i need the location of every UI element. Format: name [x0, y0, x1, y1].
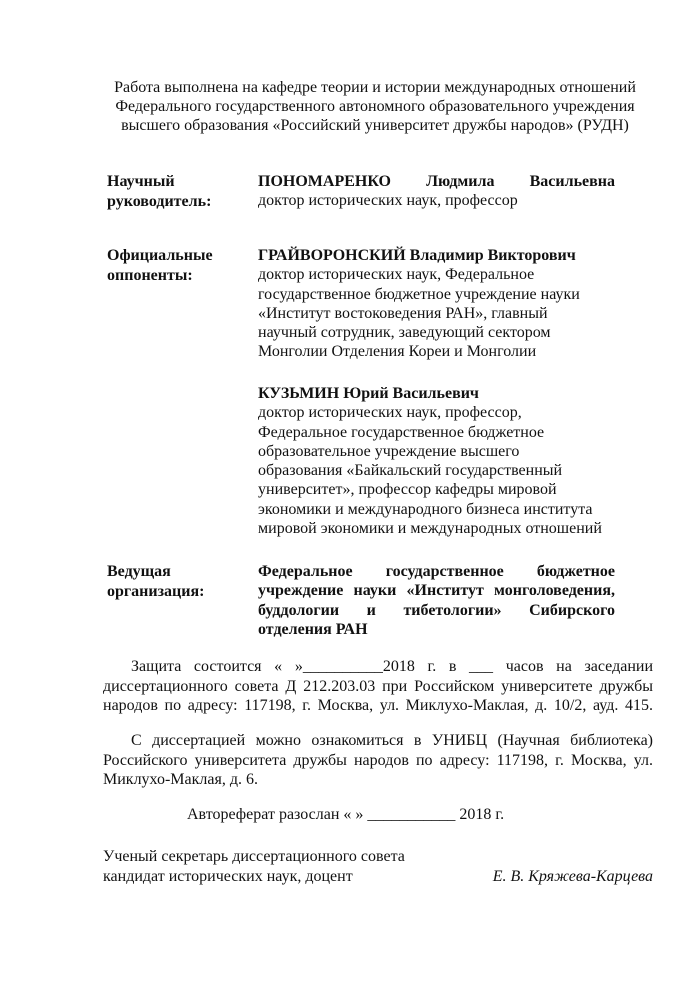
leading-org-line: учреждение науки «Институт монголоведения,	[258, 582, 615, 600]
secretary-block	[103, 847, 653, 886]
opponent-second	[258, 384, 615, 538]
opponent-name: ГРАЙВОРОНСКИЙ Владимир Викторович	[258, 247, 576, 264]
opponent-detail: «Институт востоковедения РАН», главный	[258, 304, 548, 322]
defense-paragraph	[103, 657, 653, 716]
label-line: организация:	[107, 583, 205, 600]
opponent-detail: государственное бюджетное учреждение науки	[258, 285, 580, 303]
opponent-detail: Федеральное государственное бюджетное	[258, 423, 545, 441]
defense-line: народов по адресу: 117198, г. Москва, ул. Миклухо-Маклая, д. 10/2, ауд. 415.	[103, 697, 653, 714]
label-line: Ведущая	[107, 563, 171, 580]
leading-org-name	[258, 562, 615, 639]
defense-line: диссертационного совета Д 212.203.03 при Российском университете дружбы	[103, 677, 653, 695]
opponent-detail: доктор исторических наук, профессор,	[258, 404, 522, 422]
secretary-name: Е. В. Кряжева-Карцева	[492, 867, 653, 885]
supervisor-info	[258, 172, 615, 211]
leading-org-line: буддологии и тибетологии» Сибирского	[258, 601, 615, 619]
secretary-title: Ученый секретарь диссертационного совета	[103, 848, 405, 865]
opponent-detail: университет», профессор кафедры мировой	[258, 481, 557, 499]
opponent-detail: экономики и международного бизнеса института	[258, 500, 593, 518]
opponent-detail: Монголии Отделения Кореи и Монголии	[258, 343, 537, 361]
opponent-detail: доктор исторических наук, Федеральное	[258, 266, 535, 284]
label-line: Научный	[107, 173, 175, 190]
library-line: С диссертацией можно ознакомиться в УНИБЦ (Научная библиотека)	[131, 732, 653, 749]
leading-org-line: отделения РАН	[258, 620, 368, 638]
library-line: Миклухо-Маклая, д. 6.	[103, 771, 258, 788]
label-line: оппоненты:	[107, 267, 193, 284]
opponent-detail: мировой экономики и международных отношений	[258, 520, 602, 538]
intro-block	[90, 78, 660, 135]
secretary-degree: кандидат исторических наук, доцент	[103, 867, 353, 885]
leading-org-label	[107, 562, 247, 602]
supervisor-label	[107, 172, 247, 212]
intro-line: Федерального государственного автономного образовательного учреждения	[115, 98, 635, 115]
defense-line: Защита состоится « »__________2018 г. в ___ часов на заседании	[131, 658, 653, 675]
intro-line: высшего образования «Российский университет дружбы народов» (РУДН)	[121, 117, 629, 134]
opponents-label	[107, 246, 247, 286]
opponent-detail: научный сотрудник, заведующий сектором	[258, 324, 551, 342]
label-line: руководитель:	[107, 193, 212, 210]
label-line: Официальные	[107, 247, 213, 264]
library-line: Российского университета дружбы народов по адресу: 117198, г. Москва, ул.	[103, 751, 653, 769]
abstract-sent-line: Автореферат разослан « » ___________ 2018 г.	[187, 806, 505, 823]
opponent-name: КУЗЬМИН Юрий Васильевич	[258, 385, 479, 402]
library-paragraph	[103, 731, 653, 790]
opponent-detail: образования «Байкальский государственный	[258, 462, 563, 480]
supervisor-detail: доктор исторических наук, профессор	[258, 192, 518, 210]
opponent-first	[258, 246, 615, 362]
intro-line: Работа выполнена на кафедре теории и истории международных отношений	[114, 79, 636, 96]
leading-org-line: Федеральное государственное бюджетное	[258, 563, 615, 580]
supervisor-name: ПОНОМАРЕНКО Людмила Васильевна	[258, 173, 615, 190]
opponent-detail: образовательное учреждение высшего	[258, 442, 520, 460]
